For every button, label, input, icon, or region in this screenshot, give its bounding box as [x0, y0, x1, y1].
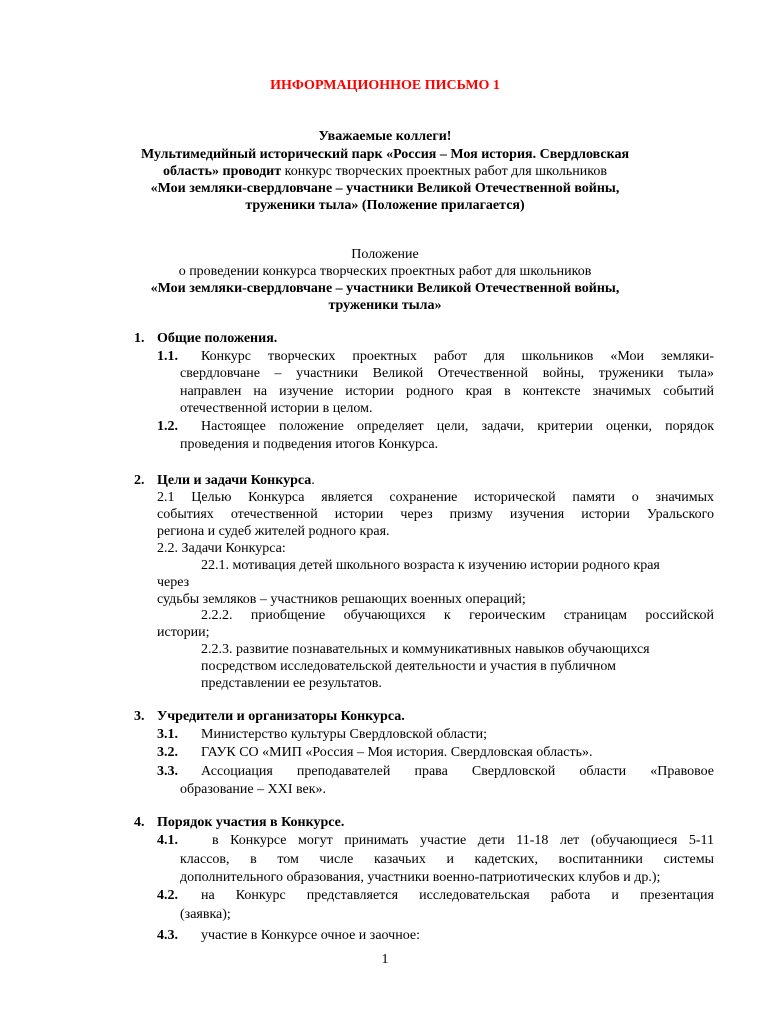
- para-2-1-line-1: 2.1 Целью Конкурса является сохранение исторической памяти о значимых: [157, 490, 714, 505]
- section-4-number: 4.: [134, 815, 145, 830]
- task-2-2-3-line-2: посредством исследовательской деятельности и участия в публичном: [201, 659, 616, 674]
- section-1-title: Общие положения.: [157, 331, 278, 346]
- regulation-heading: Положение: [351, 247, 419, 262]
- para-2-1-line-2: событиях отечественной истории через призму изучения истории Уральского: [157, 507, 714, 522]
- item-4-3-number: 4.3.: [157, 928, 178, 943]
- item-1-2-line-1: Настоящее положение определяет цели, задачи, критерии оценки, порядок: [201, 419, 714, 434]
- item-1-1-line-4: отечественной истории в целом.: [180, 401, 373, 416]
- section-4-title: Порядок участия в Конкурсе.: [157, 815, 345, 830]
- item-3-3-line-1: Ассоциация преподавателей права Свердловской области «Правовое: [201, 764, 714, 779]
- item-3-2-number: 3.2.: [157, 745, 178, 760]
- page-number: 1: [381, 952, 389, 967]
- section-3-number: 3.: [134, 709, 145, 724]
- item-4-3: участие в Конкурсе очное и заочное:: [201, 928, 420, 943]
- task-2-2-2-line-2: истории;: [157, 625, 210, 640]
- task-2-2-1-line-3: судьбы земляков – участников решающих военных операций;: [157, 592, 526, 607]
- intro-line-3-rest: конкурс творческих проектных работ для школьников: [281, 164, 607, 179]
- para-2-2: 2.2. Задачи Конкурса:: [157, 541, 286, 556]
- letter-title: ИНФОРМАЦИОННОЕ ПИСЬМО 1: [270, 78, 500, 93]
- intro-line-4: «Мои земляки-свердловчане – участники Великой Отечественной войны,: [150, 181, 620, 196]
- item-4-1-line-1: в Конкурсе могут принимать участие дети 11-18 лет (обучающиеся 5-11: [212, 833, 714, 848]
- item-4-1-line-3: дополнительного образования, участники военно-патриотических клубов и др.);: [180, 870, 661, 885]
- item-3-1: Министерство культуры Свердловской области;: [201, 727, 488, 742]
- item-4-2-line-1: на Конкурс представляется исследовательская работа и презентация: [201, 888, 714, 903]
- section-2-title-dot: .: [311, 473, 315, 488]
- item-4-1-number: 4.1.: [157, 833, 178, 848]
- item-4-2-line-2: (заявка);: [180, 907, 231, 922]
- item-1-2-line-2: проведения и подведения итогов Конкурса.: [180, 437, 439, 452]
- regulation-contest-name-1: «Мои земляки-свердловчане – участники Великой Отечественной войны,: [150, 281, 620, 296]
- section-2-title-line: [157, 472, 315, 489]
- section-2-number: 2.: [134, 473, 145, 488]
- item-1-1-number: 1.1.: [157, 349, 178, 364]
- section-1-number: 1.: [134, 331, 145, 346]
- item-3-3-number: 3.3.: [157, 764, 178, 779]
- intro-line-5: труженики тыла» (Положение прилагается): [245, 198, 525, 213]
- item-1-1-line-2: свердловчане – участники Великой Отечественной войны, труженики тыла»: [180, 366, 714, 381]
- section-2-title: Цели и задачи Конкурса: [157, 473, 312, 488]
- item-4-1-line-2: классов, в том числе казачьих и кадетских, воспитанники системы: [180, 852, 714, 867]
- regulation-contest-name-2: труженики тыла»: [328, 298, 442, 313]
- intro-line-3: [0, 163, 770, 180]
- task-2-2-2-line-1: 2.2.2. приобщение обучающихся к героическим страницам российской: [201, 608, 714, 623]
- item-1-1-line-3: направлен на изучение истории родного края в контексте значимых событий: [180, 384, 714, 399]
- intro-line-2: Мультимедийный исторический парк «Россия – Моя история. Свердловская: [140, 147, 630, 162]
- regulation-subheading: о проведении конкурса творческих проектных работ для школьников: [178, 264, 592, 279]
- task-2-2-3-line-1: 2.2.3. развитие познавательных и коммуникативных навыков обучающихся: [201, 642, 650, 657]
- greeting: Уважаемые коллеги!: [318, 129, 452, 144]
- task-2-2-1-line-1: 22.1. мотивация детей школьного возраста к изучению истории родного края: [201, 558, 660, 573]
- item-3-1-number: 3.1.: [157, 727, 178, 742]
- intro-line-3-bold: область» проводит: [163, 164, 282, 179]
- item-4-2-number: 4.2.: [157, 888, 178, 903]
- task-2-2-3-line-3: представлении ее результатов.: [201, 676, 382, 691]
- task-2-2-1-line-2: через: [157, 575, 190, 590]
- item-1-1-line-1: Конкурс творческих проектных работ для школьников «Мои земляки-: [201, 349, 714, 364]
- item-3-3-line-2: образование – XXI век».: [180, 782, 327, 797]
- para-2-1-line-3: региона и судеб жителей родного края.: [157, 524, 390, 539]
- item-1-2-number: 1.2.: [157, 419, 178, 434]
- item-3-2: ГАУК СО «МИП «Россия – Моя история. Свердловская область».: [201, 745, 593, 760]
- section-3-title: Учредители и организаторы Конкурса.: [157, 709, 405, 724]
